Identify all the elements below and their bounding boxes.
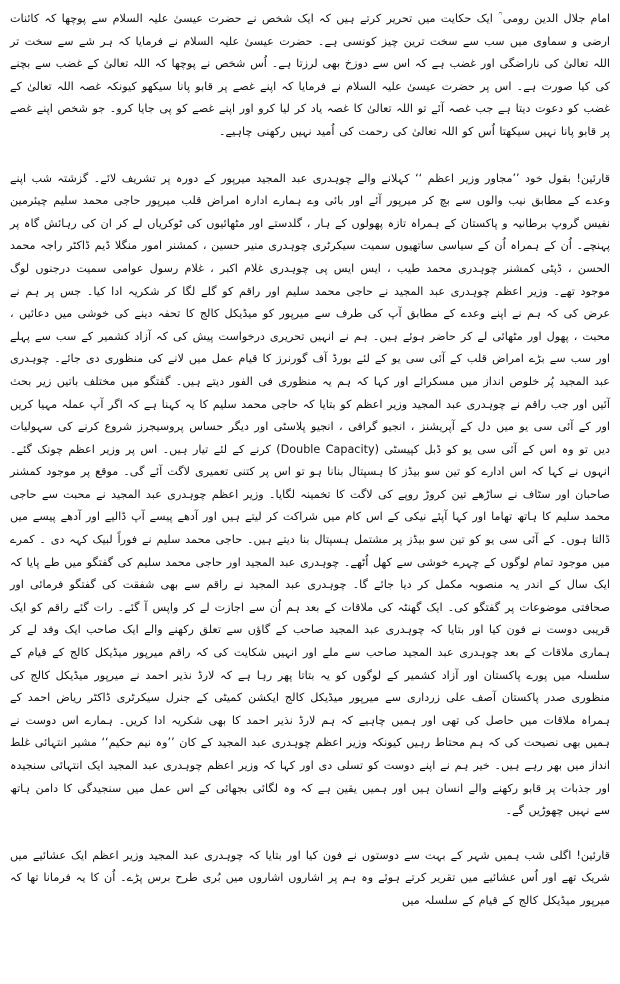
paragraph-next-night: قارئین! اگلی شب ہمیں شہر کے بہت سے دوستوں نے فون کیا اور بتایا کہ چوہدری عبد المجید وزیر اعظم ایک عشائیے میں شریک تھے اور اُس عشائیے میں تقریر کرتے ہوئے وہ ہم پر اشاروں اشاروں میں بُری طرح برس پڑے۔ اُن کا یہ فرمانا تھا کہ میرپور میڈیکل کالج کے قیام کے سلسلہ میں	[10, 848, 610, 907]
paragraph-pm-visit: قارئین! بقول خود ’’مجاور وزیر اعظم ‘‘ کہلانے والے چوہدری عبد المجید میرپور کے دورہ پر تشریف لائے۔ گزشتہ شب اپنے وعدے کے مطابق نیب والوں سے بچ کر میرپور آئے اور بائی وے ہمارے ادارہ امراض قلب میرپور حاجی محمد سلیم چیئرمین نفیس گروپ برطانیہ و پاکستان کے ہمراہ تازہ پھولوں کے ہار ، گلدستے اور مٹھائیوں کی ٹوکریاں لے کر ان کی رہائش گاہ پر پہنچے۔ اُن کے ہمراہ اُن کے سیاسی ساتھیوں سمیت سیکرٹری چوہدری منیر حسین ، کمشنر امور منگلا ڈیم ڈاکٹر راجہ محمد الحسن ، ڈپٹی کمشنر چوہدری محمد طیب ، ایس ایس پی چوہدری غلام اکبر ، غلام رسول عوامی سمیت درجنوں لوگ موجود تھے۔ وزیر اعظم چوہدری عبد المجید نے حاجی محمد سلیم اور راقم کو گلے لگا کر شکریہ ادا کیا۔ جس پر ہم نے عرض کی کہ ہم نے اپنے وعدے کے مطابق آپ کی طرف سے میرپور کو میڈیکل کالج کا تحفہ دینے کی خوشی میں دعائیں ، محبت ، پھول اور مٹھائی لے کر حاضر ہوئے ہیں۔ ہم نے انہیں تحریری درخواست پیش کی کہ آزاد کشمیر کے سب سے پہلے اور سب سے بڑے امراض قلب کے آئی سی یو کے لئے بورڈ آف گورنرز کا قیام عمل میں لانے کی منظوری دی جائے۔ چوہدری عبد المجید پُر خلوص انداز میں مسکرائے اور کہا کہ ہم یہ منظوری فی الفور دیتے ہیں۔ گفتگو میں مختلف باتیں زیر بحث آئیں اور جب راقم نے چوہدری عبد المجید وزیر اعظم کو بتایا کہ حاجی محمد سلیم کا یہ کہنا ہے کہ اگر آپ عملہ مہیا کریں اور کے آئی سی یو میں دل کے آپریشنز ، انجیو گرافی ، انجیو پلاسٹی اور دیگر حساس پروسیجرز شروع کرنے کی سہولیات دیں تو وہ اس کے آئی سی یو کو ڈبل کپیسٹی (Double Capacity) کرنے کے لئے تیار ہیں۔ اس پر وزیر اعظم چونک گئے۔ انہوں نے کہا کہ اس ادارے کو تین سو بیڈز کا ہسپتال بنانا ہو تو اس پر کتنی تعمیری لاگت آئے گی۔ موقع پر موجود کمشنر صاحبان اور سٹاف نے ساڑھے تین کروڑ روپے کی لاگت کا تخمینہ لگایا۔ وزیر اعظم چوہدری عبد المجید نے محبت سے حاجی محمد سلیم کا ہاتھ تھاما اور کہا آپئے نیکی کے اس کام میں شراکت کر لیتے ہیں اور آدھے پیسے آپ ڈالیے اور آدھے پیسے میں ڈالتا ہوں۔ کے آئی سی یو کو تین سو بیڈز پر مشتمل ہسپتال بنا دیتے ہیں۔ حاجی محمد سلیم نے فوراً لبیک کہہ دی ۔ کمرے میں موجود تمام لوگوں کے چہرے خوشی سے کھل اُٹھے۔ چوہدری عبد المجید اور حاجی محمد سلیم کی گفتگو میں طے پایا کہ ایک سال کے اندر یہ منصوبہ مکمل کر دیا جائے گا۔ چوہدری عبد المجید نے راقم سے بھی شفقت کی گفتگو فرمائی اور صحافتی موضوعات پر گفتگو کی۔ ایک گھنٹہ کی ملاقات کے بعد ہم اُن سے اجازت لے کر واپس آ گئے۔ رات گئے راقم کو ایک قریبی دوست نے فون کیا اور بتایا کہ چوہدری عبد المجید صاحب کے گاؤں سے تعلق رکھنے والے ایک صاحب ایک وفد لے کر ہماری ملاقات کے بعد چوہدری عبد المجید صاحب سے ملے اور انہیں شکایت کی کہ راقم میرپور میڈیکل کالج کے قیام کے سلسلہ میں پورے پاکستان اور آزاد کشمیر کے لوگوں کو یہ بتاتا پھر رہا ہے کہ لارڈ نذیر احمد نے میرپور میڈیکل کالج کی منظوری صدر پاکستان آصف علی زرداری سے میرپور میڈیکل کالج ایکشن کمیٹی کے جنرل سیکرٹری ڈاکٹر ریاض احمد کے ہمراہ ملاقات میں حاصل کی تھی اور ہمیں چاہیے کہ ہم لارڈ نذیر احمد کا بھی شکریہ ادا کریں۔ ہمارے اس دوست نے ہمیں بھی نصیحت کی کہ ہم محتاط رہیں کیونکہ وزیر اعظم چوہدری عبد المجید کے کان ’’وہ نیم حکیم‘‘ مشیر انتہائی غلط انداز میں بھر رہے ہیں۔ خیر ہم نے اپنے دوست کو تسلی دی اور کہا کہ وزیر اعظم چوہدری عبد المجید ایک انتہائی سنجیدہ اور جذبات پر قابو رکھنے والے انسان ہیں اور ہمیں یقین ہے کہ وہ لگائی بجھائی کے اس عمل میں سنجیدگی کا دامن ہاتھ سے نہیں چھوڑیں گے۔	[10, 171, 611, 818]
paragraph-rumi-anecdote: امام جلال الدین رومی ؒ ایک حکایت میں تحریر کرتے ہیں کہ ایک شخص نے حضرت عیسیٰ علیہ السلام سے پوچھا کہ کائنات ارضی و سماوی میں سب سے سخت ترین چیز کونسی ہے۔ حضرت عیسیٰ علیہ السلام نے فرمایا کہ ہر شے سے سخت تر اللہ تعالیٰ کی ناراضگی اور غضب ہے کہ اس سے دوزخ بھی لرزتا ہے۔ اُس شخص نے پوچھا کہ اللہ تعالیٰ کے غضب سے بچنے کی کیا صورت ہے۔ اس پر حضرت عیسیٰ علیہ السلام نے فرمایا کہ اپنے غصے پر قابو پانا سیکھو کیونکہ غصہ اللہ تعالیٰ کے غضب کو دعوت دیتا ہے جب غصہ آئے تو اللہ تعالیٰ کا غصہ یاد کر لیا کرو اور اپنے غصے کو پی جایا کرو۔ جو شخص اپنے غصے پر قابو پانا نہیں سیکھتا اُس کو اللہ تعالیٰ کی رحمت کی اُمید نہیں رکھنی چاہیے۔	[10, 12, 610, 138]
